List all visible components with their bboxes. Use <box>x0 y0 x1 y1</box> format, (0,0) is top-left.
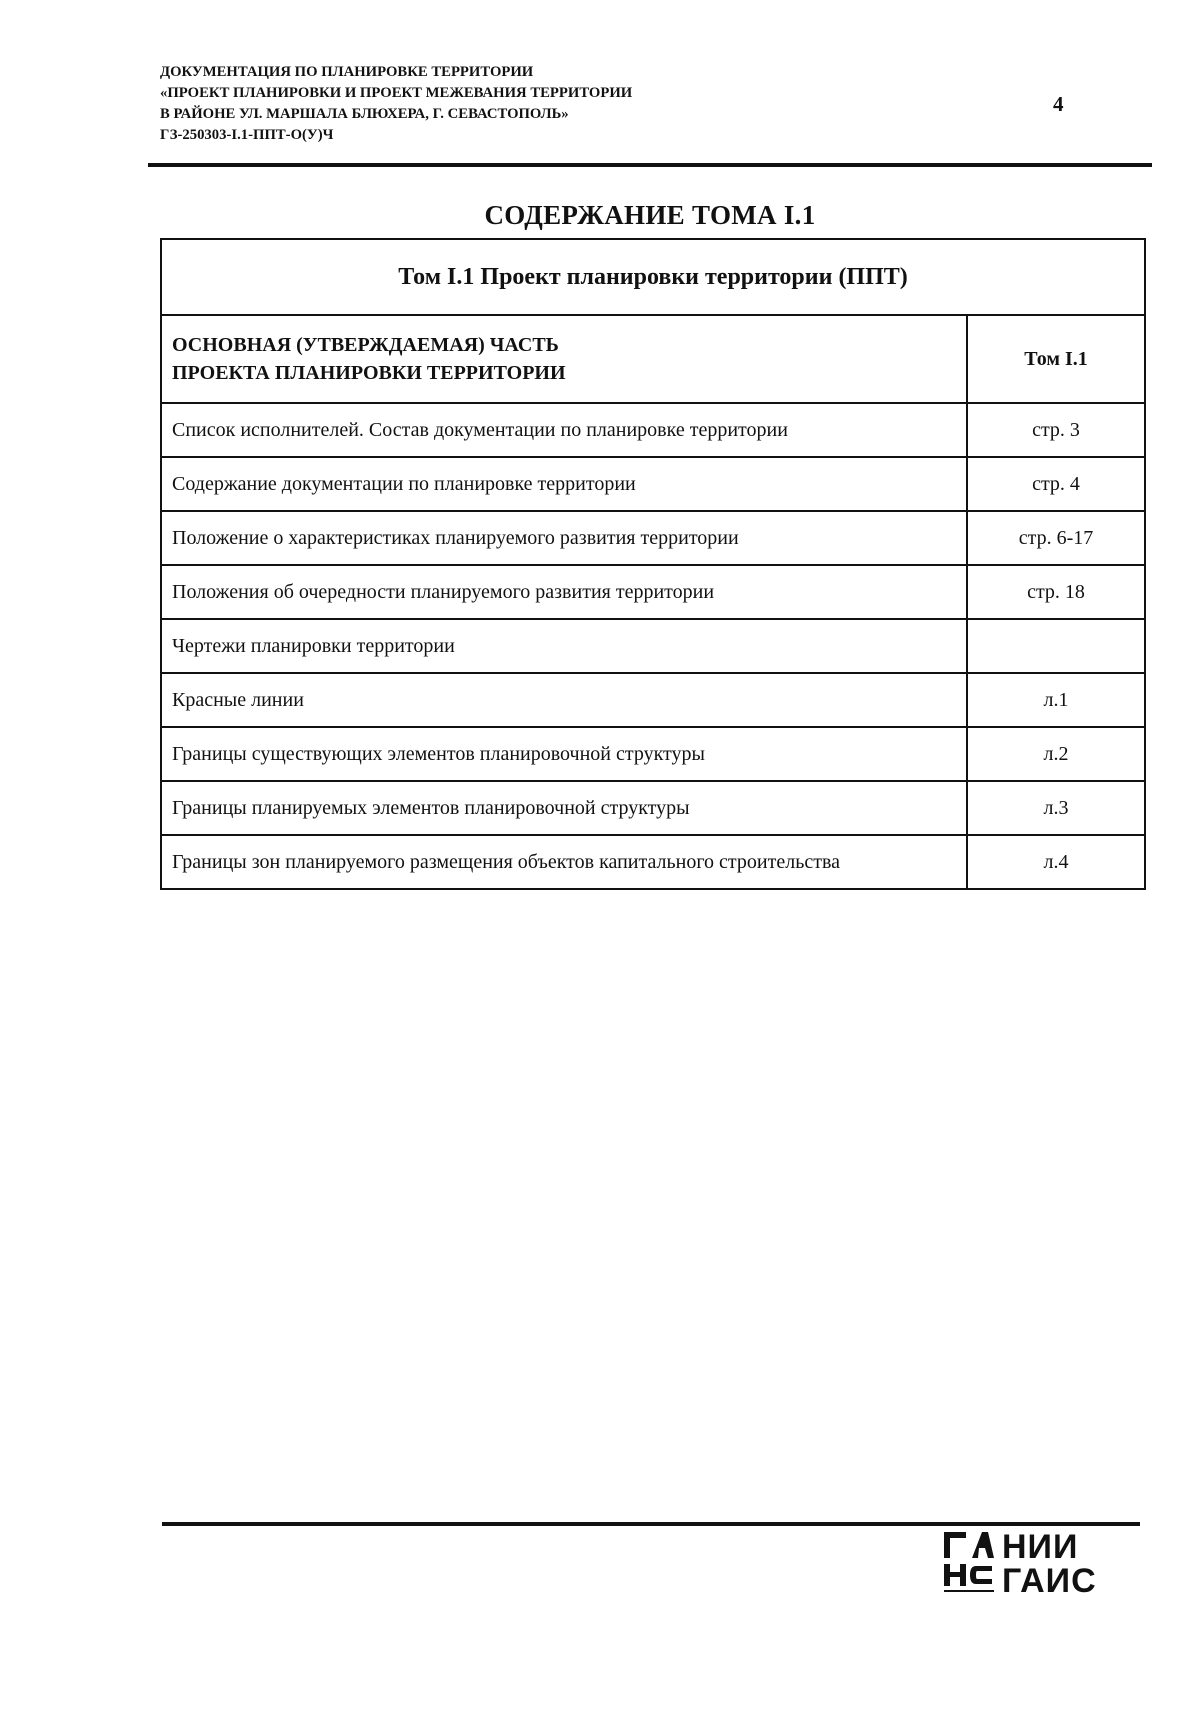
page-title: СОДЕРЖАНИЕ ТОМА I.1 <box>484 200 816 230</box>
table-row <box>161 457 1145 511</box>
header-line-1: ДОКУМЕНТАЦИЯ ПО ПЛАНИРОВКЕ ТЕРРИТОРИИ <box>160 64 534 80</box>
table-caption: Том I.1 Проект планировки территории (ППТ) <box>161 239 1145 315</box>
table-caption-row <box>161 239 1145 315</box>
section-title-line-2: ПРОЕКТА ПЛАНИРОВКИ ТЕРРИТОРИИ <box>172 362 566 384</box>
table-row <box>161 835 1145 889</box>
logo-line-2: ГАИС <box>1002 1562 1097 1600</box>
row-name: Границы существующих элементов планировочной структуры <box>161 727 967 781</box>
logo-text <box>1002 1530 1097 1598</box>
row-page: л.2 <box>967 727 1145 781</box>
row-name: Красные линии <box>161 673 967 727</box>
row-page: стр. 4 <box>967 457 1145 511</box>
section-title <box>161 315 967 403</box>
section-volume: Том I.1 <box>967 315 1145 403</box>
header-line-2: «ПРОЕКТ ПЛАНИРОВКИ И ПРОЕКТ МЕЖЕВАНИЯ ТЕРРИТОРИИ <box>160 85 633 101</box>
row-page <box>967 619 1145 673</box>
table-row <box>161 781 1145 835</box>
row-name: Положения об очередности планируемого развития территории <box>161 565 967 619</box>
niigais-logo <box>942 1530 1142 1600</box>
document-header <box>160 62 860 146</box>
row-page: стр. 3 <box>967 403 1145 457</box>
logo-line-1: НИИ <box>1002 1528 1079 1566</box>
row-page: л.3 <box>967 781 1145 835</box>
table-row <box>161 673 1145 727</box>
row-page: стр. 6-17 <box>967 511 1145 565</box>
table-row <box>161 511 1145 565</box>
row-name: Список исполнителей. Состав документации по планировке территории <box>161 403 967 457</box>
row-name: Чертежи планировки территории <box>161 619 967 673</box>
table-row <box>161 403 1145 457</box>
niigais-emblem-icon <box>942 1530 996 1596</box>
row-name: Границы зон планируемого размещения объектов капитального строительства <box>161 835 967 889</box>
row-page: л.1 <box>967 673 1145 727</box>
row-name: Границы планируемых элементов планировочной структуры <box>161 781 967 835</box>
header-line-3: В РАЙОНЕ УЛ. МАРШАЛА БЛЮХЕРА, Г. СЕВАСТОПОЛЬ» <box>160 106 569 122</box>
document-code: ГЗ-250303-I.1-ППТ-О(У)Ч <box>160 127 334 143</box>
footer-divider <box>162 1522 1140 1526</box>
table-row <box>161 619 1145 673</box>
table-section-row <box>161 315 1145 403</box>
table-row <box>161 727 1145 781</box>
section-title-line-1: ОСНОВНАЯ (УТВЕРЖДАЕМАЯ) ЧАСТЬ <box>172 334 559 356</box>
row-name: Положение о характеристиках планируемого развития территории <box>161 511 967 565</box>
table-row <box>161 565 1145 619</box>
page-number: 4 <box>1053 92 1064 116</box>
row-page: л.4 <box>967 835 1145 889</box>
contents-table <box>160 238 1146 890</box>
row-name: Содержание документации по планировке территории <box>161 457 967 511</box>
row-page: стр. 18 <box>967 565 1145 619</box>
header-divider <box>148 163 1152 167</box>
